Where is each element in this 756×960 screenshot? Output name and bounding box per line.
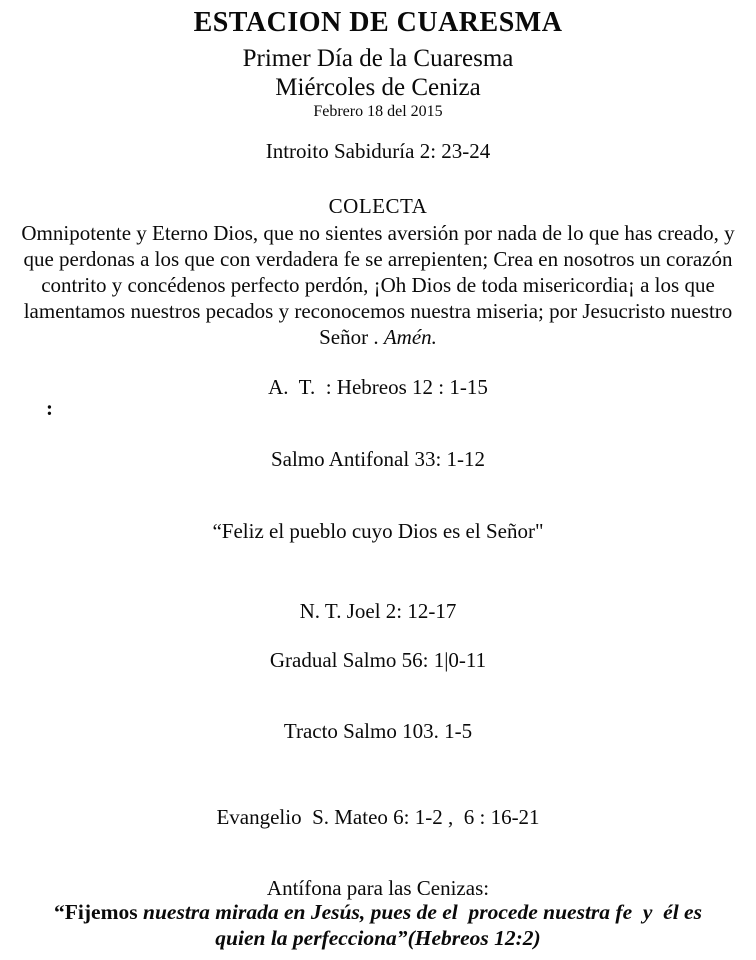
reading-evangelio: Evangelio S. Mateo 6: 1-2 , 6 : 16-21 xyxy=(216,805,540,829)
reading-tracto: Tracto Salmo 103. 1-5 xyxy=(283,719,473,743)
colecta-prayer xyxy=(6,220,750,350)
antifona-quote-reference: (Hebreos 12:2) xyxy=(407,926,541,950)
reading-salmo-antifonal: Salmo Antifonal 33: 1-12 xyxy=(270,447,486,471)
antifona-quote-body: nuestra mirada en Jesús, pues de el procede nuestra fe y él es quien la perfecciona” xyxy=(137,900,708,950)
colecta-heading: COLECTA xyxy=(328,194,428,218)
antifona-cenizas-heading: Antífona para las Cenizas: xyxy=(266,876,490,900)
salmo-antifonal-quote: “Feliz el pueblo cuyo Dios es el Señor" xyxy=(212,519,544,543)
document-date: Febrero 18 del 2015 xyxy=(313,103,443,120)
antifona-quote-lead: “Fijemos xyxy=(54,900,138,924)
reading-antiguo-testamento: A. T. : Hebreos 12 : 1-15 xyxy=(268,375,488,399)
document-subtitle-ash-wednesday: Miércoles de Ceniza xyxy=(275,74,481,101)
colecta-amen: Amén. xyxy=(383,325,437,349)
reading-gradual: Gradual Salmo 56: 1|0-11 xyxy=(269,648,487,672)
colecta-prayer-text: Omnipotente y Eterno Dios, que no sientes aversión por nada de lo que has creado, y que perdonas a los que con verdadera fe se arrepienten; Crea en nosotros un corazón contrito y concédenos perfecto perdón, ¡Oh Dios de toda misericordia¡ a los que lamentamos nuestros pecados y reconocemos nuestra miseria; por Jesucristo nuestro Señor . xyxy=(21,221,740,349)
document-title: ESTACION DE CUARESMA xyxy=(193,7,563,38)
reading-introito: Introito Sabiduría 2: 23-24 xyxy=(265,139,491,163)
document-subtitle-first-day: Primer Día de la Cuaresma xyxy=(242,45,514,72)
stray-colon: : xyxy=(46,396,53,420)
reading-nuevo-testamento: N. T. Joel 2: 12-17 xyxy=(299,599,457,623)
antifona-cenizas-quote xyxy=(28,899,728,951)
